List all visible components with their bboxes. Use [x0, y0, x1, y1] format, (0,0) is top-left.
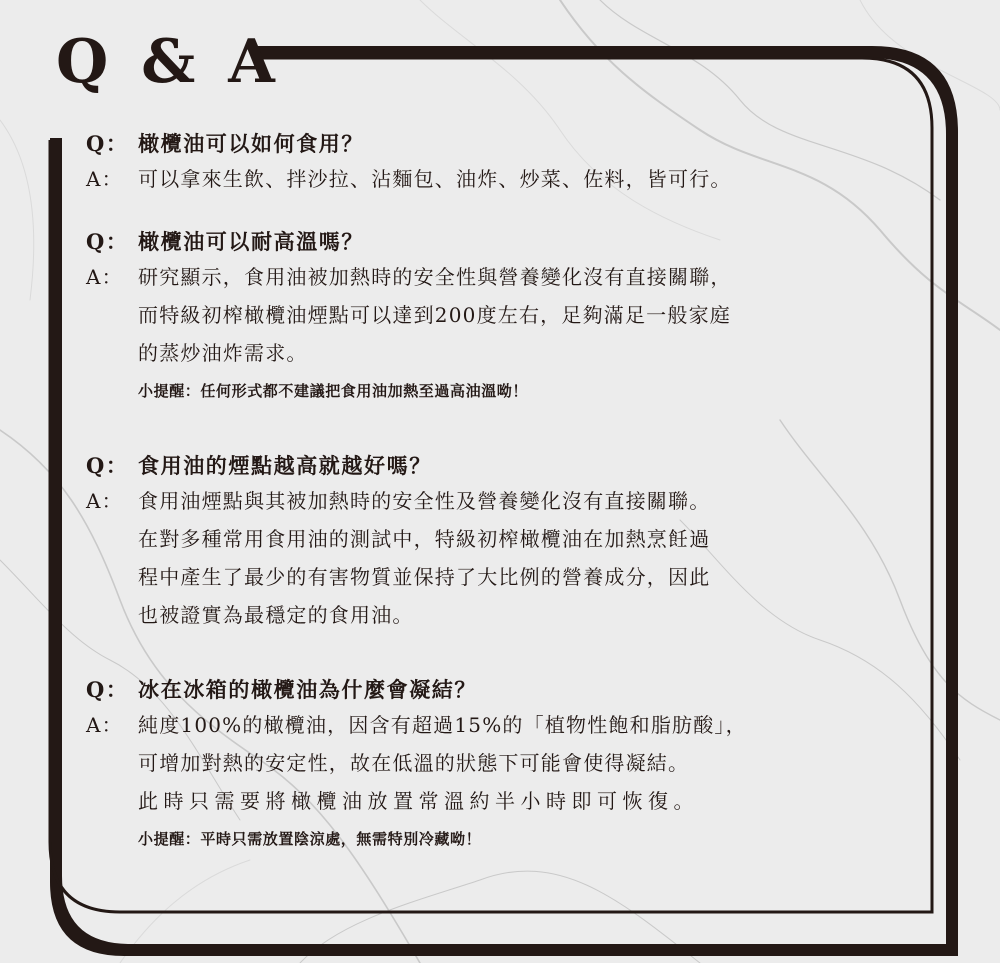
question-row [86, 128, 926, 160]
answer-line: 可以拿來生飲、拌沙拉、沾麵包、油炸、炒菜、佐料，皆可行。 [138, 167, 732, 191]
tip-text: 小提醒：任何形式都不建議把食用油加熱至過高油溫呦！ [138, 382, 529, 400]
answer-line: 在對多種常用食用油的測試中，特級初榨橄欖油在加熱烹飪過 [138, 527, 711, 551]
question-text: 冰在冰箱的橄欖油為什麼會凝結？ [138, 677, 477, 702]
question-text: 橄欖油可以耐高溫嗎？ [138, 229, 364, 254]
question-label: Q： [86, 229, 129, 254]
question-row [86, 226, 926, 258]
answer-line: 可增加對熱的安定性，故在低溫的狀態下可能會使得凝結。 [138, 751, 690, 775]
question-row [86, 450, 926, 482]
question-text: 橄欖油可以如何食用？ [138, 131, 364, 156]
answer-line: 此時只需要將橄欖油放置常溫約半小時即可恢復。 [138, 789, 699, 813]
question-text: 食用油的煙點越高就越好嗎？ [138, 453, 432, 478]
faq-item [86, 226, 926, 404]
answer-line: 的蒸炒油炸需求。 [138, 341, 308, 365]
answer-line: 純度100%的橄欖油，因含有超過15%的「植物性飽和脂肪酸」， [138, 713, 747, 737]
answer-label: A： [86, 265, 123, 289]
question-label: Q： [86, 677, 129, 702]
answer-line: 研究顯示，食用油被加熱時的安全性與營養變化沒有直接關聯， [138, 265, 732, 289]
answer-row [86, 258, 926, 296]
answer-line: 食用油煙點與其被加熱時的安全性及營養變化沒有直接關聯。 [138, 489, 711, 513]
faq-item [86, 450, 926, 634]
question-label: Q： [86, 453, 129, 478]
answer-row [86, 482, 926, 520]
faq-item [86, 128, 926, 198]
tip-text: 小提醒：平時只需放置陰涼處，無需特別冷藏呦！ [138, 830, 482, 848]
question-row [86, 674, 926, 706]
answer-row [86, 782, 926, 820]
question-label: Q： [86, 131, 129, 156]
answer-label: A： [86, 489, 123, 513]
tip-row [86, 378, 926, 404]
tip-row [86, 826, 926, 852]
answer-row [86, 744, 926, 782]
answer-line: 而特級初榨橄欖油煙點可以達到200度左右，足夠滿足一般家庭 [138, 303, 731, 327]
answer-row [86, 558, 926, 596]
answer-row [86, 520, 926, 558]
page-title: Q & A [56, 27, 281, 97]
answer-row [86, 160, 926, 198]
answer-label: A： [86, 167, 123, 191]
faq-item [86, 674, 926, 852]
answer-row [86, 296, 926, 334]
answer-row [86, 334, 926, 372]
answer-line: 程中產生了最少的有害物質並保持了大比例的營養成分，因此 [138, 565, 711, 589]
answer-row [86, 596, 926, 634]
answer-label: A： [86, 713, 123, 737]
answer-row [86, 706, 926, 744]
answer-line: 也被證實為最穩定的食用油。 [138, 603, 414, 627]
